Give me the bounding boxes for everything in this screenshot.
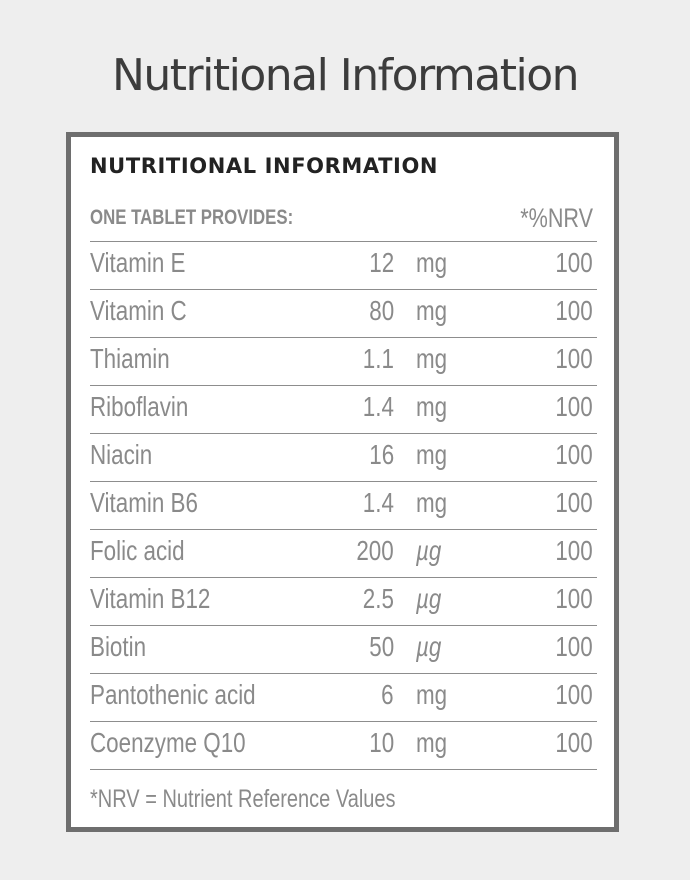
nutrient-name: Biotin [90,631,147,662]
nutrient-unit: mg [416,727,448,758]
nutrient-amount: 12 [369,247,394,278]
nutrient-amount: 1.1 [362,343,394,374]
nutrient-unit: mg [416,343,448,374]
nutrient-nrv: 100 [555,583,593,614]
nutrient-name: Coenzyme Q10 [90,727,246,758]
nutrient-amount: 200 [356,535,394,566]
nutrient-nrv: 100 [555,487,593,518]
table-row [90,290,597,338]
nutrient-name: Thiamin [90,343,170,374]
nutrition-panel [66,132,619,832]
nutrient-amount: 1.4 [362,487,394,518]
nutrient-unit: µg [416,631,442,662]
nutrient-nrv: 100 [555,535,593,566]
nutrient-unit: µg [416,535,442,566]
nutrient-amount: 1.4 [362,391,394,422]
table-row [90,482,597,530]
nutrient-nrv: 100 [555,391,593,422]
nutrient-unit: mg [416,247,448,278]
footnote: *NRV = Nutrient Reference Values [90,785,396,813]
table-row [90,242,597,290]
nutrient-name: Pantothenic acid [90,679,256,710]
page-title: Nutritional Information [111,50,579,101]
nutrient-name: Vitamin E [90,247,186,278]
table-row [90,338,597,386]
nutrient-name: Riboflavin [90,391,189,422]
nutrient-name: Folic acid [90,535,185,566]
nutrient-unit: mg [416,487,448,518]
table-row [90,386,597,434]
table-row [90,434,597,482]
nutrient-amount: 50 [369,631,394,662]
panel-heading: NUTRITIONAL INFORMATION [90,154,439,178]
nutrient-name: Vitamin B12 [90,583,211,614]
nrv-column-header: *%NRV [520,203,593,233]
table-row [90,578,597,626]
nutrient-amount: 2.5 [362,583,394,614]
nutrient-amount: 16 [369,439,394,470]
table-row [90,626,597,674]
provides-label: ONE TABLET PROVIDES: [90,206,294,229]
nutrient-nrv: 100 [555,631,593,662]
nutrient-nrv: 100 [555,295,593,326]
nutrient-table [90,242,597,770]
nutrient-unit: mg [416,391,448,422]
table-row [90,530,597,578]
table-row [90,674,597,722]
nutrient-nrv: 100 [555,247,593,278]
nutrient-nrv: 100 [555,727,593,758]
nutrient-amount: 6 [381,679,394,710]
nutrient-unit: µg [416,583,442,614]
nutrient-nrv: 100 [555,439,593,470]
nutrient-nrv: 100 [555,679,593,710]
table-header-row [90,201,597,242]
nutrient-unit: mg [416,679,448,710]
nutrient-name: Vitamin B6 [90,487,198,518]
nutrient-amount: 10 [369,727,394,758]
nutrient-name: Niacin [90,439,153,470]
table-row [90,722,597,770]
nutrient-amount: 80 [369,295,394,326]
nutrient-nrv: 100 [555,343,593,374]
nutrient-unit: mg [416,295,448,326]
nutrient-name: Vitamin C [90,295,187,326]
nutrient-unit: mg [416,439,448,470]
